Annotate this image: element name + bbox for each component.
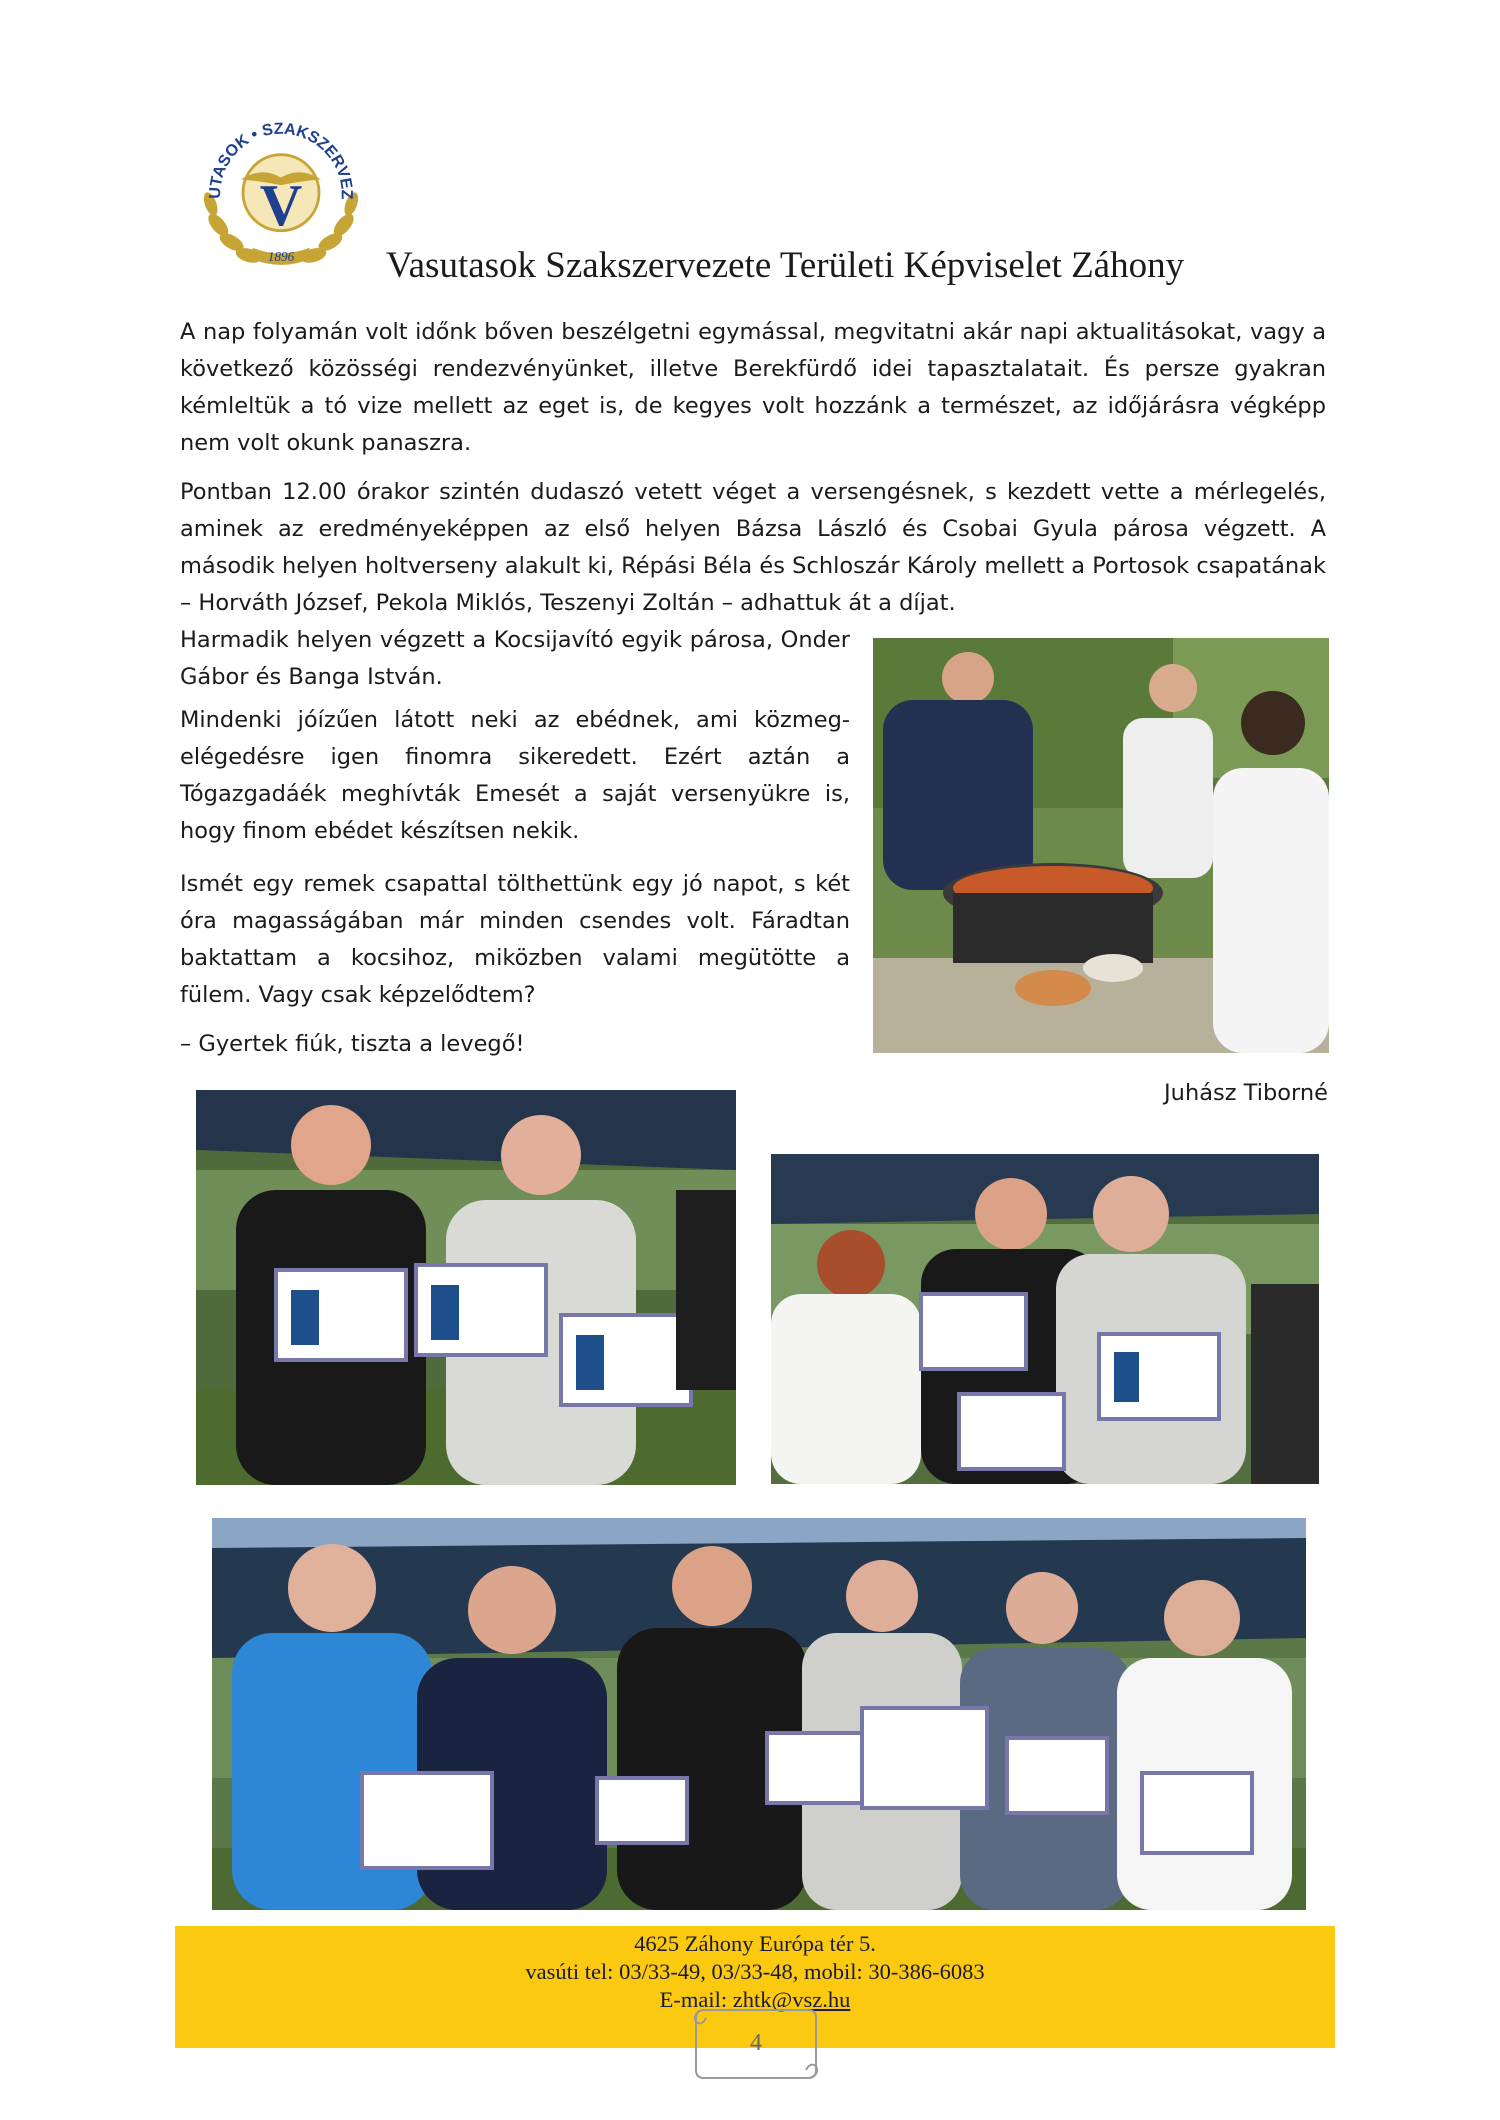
- photo-winners-pair-1: [196, 1090, 736, 1485]
- page-title: Vasutasok Szakszervezete Területi Képviselet Záhony: [386, 245, 1185, 286]
- logo-year: 1896: [267, 249, 295, 265]
- photo-winners-pair-2: [771, 1154, 1319, 1484]
- author-signature: Juhász Tiborné: [1164, 1080, 1328, 1106]
- paragraph-4: Mindenki jóízűen látott neki az ebédnek, ami közmeg-elégedésre igen finomra sikeredett. Ezért aztán a Tógazgadáék meghívták Emesét a saját versenyükre is, hogy finom ebédet készítsen nekik.: [180, 707, 850, 844]
- footer-email-label: E-mail:: [659, 1987, 728, 2012]
- paragraph-2: Pontban 12.00 órakor szintén dudaszó vetett véget a versengésnek, s kezdett vette a mérlegelés, aminek az eredményeképpen az első helyen Bázsa László és Csobai Gyula párosa végzett. A második helyen holtverseny alakult ki, Répási Béla és Schloszár Károly mellett a Portosok csapatának – Horváth József, Pekola Miklós, Teszenyi Zoltán – adhattuk át a díjat.: [180, 479, 1326, 616]
- union-logo: [186, 92, 376, 282]
- page-number-scroll: [688, 2000, 824, 2086]
- photo-cooking: [873, 638, 1329, 1053]
- footer-phones: vasúti tel: 03/33-49, 03/33-48, mobil: 30-386-6083: [525, 1959, 985, 1984]
- photo-group: [212, 1518, 1306, 1910]
- paragraph-6: – Gyertek fiúk, tiszta a levegő!: [180, 1031, 525, 1057]
- paragraph-3: Harmadik helyen végzett a Kocsijavító egyik párosa, Onder Gábor és Banga István.: [180, 627, 850, 690]
- logo-arc-text: UTASOK • SZAKSZERVEZ: [206, 119, 356, 200]
- paragraph-5: Ismét egy remek csapattal tölthettünk egy jó napot, s két óra magasságában már minden csendes volt. Fáradtan baktattam a kocsihoz, miközben valami megütötte a fülem. Vagy csak képzelődtem?: [180, 871, 850, 1008]
- page-number: 4: [750, 2030, 762, 2056]
- paragraph-1: A nap folyamán volt időnk bőven beszélgetni egymással, megvitatni akár napi aktualitásokat, vagy a következő közösségi rendezvényünket, illetve Berekfürdő idei tapasztalatait. És persze gyakran kémleltük a tó vize mellett az eget is, de kegyes volt hozzánk a természet, az időjárásra végképp nem volt okunk panaszra.: [180, 319, 1326, 456]
- logo-letter: V: [259, 173, 303, 239]
- footer-address: 4625 Záhony Európa tér 5.: [634, 1931, 876, 1956]
- footer-email-link[interactable]: zhtk@vsz.hu: [732, 1987, 851, 2012]
